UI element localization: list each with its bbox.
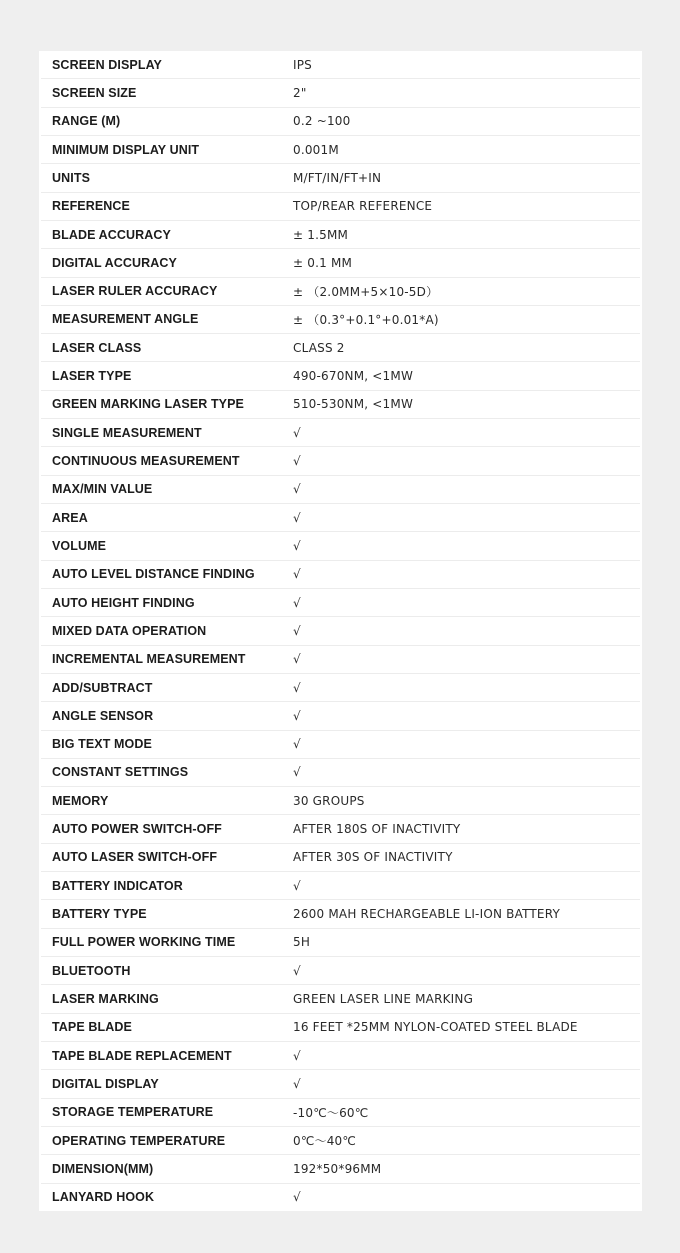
spec-label: DIGITAL ACCURACY (52, 255, 177, 270)
spec-value: ± （0.3°+0.1°+0.01*A) (293, 312, 439, 327)
spec-row (41, 786, 640, 814)
spec-value: √ (293, 623, 301, 638)
spec-label: OPERATING TEMPERATURE (52, 1133, 226, 1148)
spec-value: √ (293, 1190, 301, 1205)
spec-label: MAX/MIN VALUE (52, 482, 153, 497)
spec-row (41, 135, 640, 163)
spec-label: DIGITAL DISPLAY (52, 1076, 159, 1091)
spec-label: AUTO POWER SWITCH-OFF (52, 822, 222, 837)
spec-row (41, 446, 640, 474)
spec-label: MEMORY (52, 793, 109, 808)
spec-row (41, 220, 640, 248)
spec-row (41, 1069, 640, 1097)
spec-label: VOLUME (52, 538, 107, 553)
spec-label: AUTO LEVEL DISTANCE FINDING (52, 567, 255, 582)
spec-row (41, 843, 640, 871)
spec-label: TAPE BLADE REPLACEMENT (52, 1048, 232, 1063)
spec-row (41, 418, 640, 446)
spec-row (41, 984, 640, 1012)
spec-value: 0.001M (293, 142, 339, 157)
spec-row (41, 248, 640, 276)
spec-row (41, 956, 640, 984)
spec-label: REFERENCE (52, 199, 130, 214)
spec-row (41, 1154, 640, 1182)
spec-label: RANGE (M) (52, 114, 121, 129)
spec-value: IPS (293, 57, 312, 72)
spec-value: GREEN LASER LINE MARKING (293, 991, 474, 1006)
spec-label: UNITS (52, 170, 90, 185)
spec-value: √ (293, 652, 301, 667)
spec-label: AUTO LASER SWITCH-OFF (52, 850, 218, 865)
spec-value: TOP/REAR REFERENCE (293, 199, 433, 214)
spec-row (41, 1041, 640, 1069)
spec-value: √ (293, 1048, 301, 1063)
spec-value: √ (293, 680, 301, 695)
spec-row (41, 107, 640, 135)
spec-label: GREEN MARKING LASER TYPE (52, 397, 244, 412)
spec-row (41, 475, 640, 503)
spec-row (41, 277, 640, 305)
spec-value: √ (293, 878, 301, 893)
spec-label: ADD/SUBTRACT (52, 680, 153, 695)
spec-row (41, 899, 640, 927)
spec-label: SCREEN DISPLAY (52, 57, 162, 72)
spec-label: SCREEN SIZE (52, 85, 137, 100)
spec-label: SINGLE MEASUREMENT (52, 425, 202, 440)
spec-value: √ (293, 963, 301, 978)
spec-label: MIXED DATA OPERATION (52, 623, 207, 638)
spec-label: FULL POWER WORKING TIME (52, 935, 236, 950)
spec-value: 490-670NM, <1MW (293, 369, 414, 384)
spec-row (41, 758, 640, 786)
spec-value: √ (293, 765, 301, 780)
spec-label: LASER TYPE (52, 369, 132, 384)
spec-label: BIG TEXT MODE (52, 737, 152, 752)
spec-value: 0℃～40℃ (293, 1134, 357, 1149)
spec-row (41, 305, 640, 333)
spec-row (41, 192, 640, 220)
spec-row (41, 361, 640, 389)
spec-value: 2" (293, 85, 307, 100)
spec-row (41, 730, 640, 758)
spec-value: ± （2.0MM+5×10-5D） (293, 284, 439, 299)
spec-value: M/FT/IN/FT+IN (293, 170, 382, 185)
spec-value: √ (293, 708, 301, 723)
spec-row (41, 588, 640, 616)
spec-label: TAPE BLADE (52, 1020, 132, 1035)
spec-row (41, 78, 640, 106)
spec-row (41, 814, 640, 842)
spec-label: BATTERY TYPE (52, 907, 147, 922)
spec-value: ± 1.5MM (293, 227, 349, 242)
spec-row (41, 163, 640, 191)
spec-label: LANYARD HOOK (52, 1190, 155, 1205)
spec-value: √ (293, 567, 301, 582)
spec-label: MINIMUM DISPLAY UNIT (52, 142, 200, 157)
spec-row (41, 51, 640, 78)
spec-value: √ (293, 595, 301, 610)
spec-label: INCREMENTAL MEASUREMENT (52, 652, 246, 667)
spec-label: LASER CLASS (52, 340, 142, 355)
spec-row (41, 928, 640, 956)
spec-value: ± 0.1 MM (293, 255, 353, 270)
spec-value: √ (293, 510, 301, 525)
spec-value: AFTER 30S OF INACTIVITY (293, 850, 453, 865)
spec-value: √ (293, 482, 301, 497)
spec-value: -10℃～60℃ (293, 1105, 369, 1120)
spec-label: ANGLE SENSOR (52, 708, 154, 723)
spec-row (41, 1013, 640, 1041)
spec-row (41, 871, 640, 899)
spec-value: 510-530NM, <1MW (293, 397, 414, 412)
spec-value: √ (293, 454, 301, 469)
spec-label: BLUETOOTH (52, 963, 131, 978)
spec-label: STORAGE TEMPERATURE (52, 1105, 214, 1120)
spec-row (41, 673, 640, 701)
spec-row (41, 616, 640, 644)
spec-row (41, 645, 640, 673)
spec-value: 16 FEET *25MM NYLON-COATED STEEL BLADE (293, 1020, 578, 1035)
spec-table (39, 51, 642, 1211)
spec-value: √ (293, 538, 301, 553)
spec-value: AFTER 180S OF INACTIVITY (293, 822, 461, 837)
spec-label: LASER RULER ACCURACY (52, 284, 218, 299)
spec-label: DIMENSION(MM) (52, 1161, 154, 1176)
spec-label: AREA (52, 510, 88, 525)
spec-row (41, 1098, 640, 1126)
spec-row (41, 503, 640, 531)
spec-label: BATTERY INDICATOR (52, 878, 183, 893)
spec-row (41, 701, 640, 729)
spec-label: LASER MARKING (52, 991, 159, 1006)
spec-row (41, 390, 640, 418)
spec-value: 2600 MAH RECHARGEABLE LI-ION BATTERY (293, 907, 560, 922)
spec-value: √ (293, 1076, 301, 1091)
spec-row (41, 531, 640, 559)
spec-value: 192*50*96MM (293, 1161, 382, 1176)
spec-row (41, 560, 640, 588)
spec-label: CONTINUOUS MEASUREMENT (52, 454, 240, 469)
spec-row (41, 1183, 640, 1211)
spec-label: AUTO HEIGHT FINDING (52, 595, 195, 610)
spec-value: √ (293, 425, 301, 440)
spec-value: 30 GROUPS (293, 793, 365, 808)
spec-value: 0.2 ~100 (293, 114, 351, 129)
spec-value: √ (293, 737, 301, 752)
spec-label: CONSTANT SETTINGS (52, 765, 189, 780)
spec-value: CLASS 2 (293, 340, 345, 355)
spec-row (41, 333, 640, 361)
spec-value: 5H (293, 935, 311, 950)
spec-label: BLADE ACCURACY (52, 227, 171, 242)
spec-row (41, 1126, 640, 1154)
spec-label: MEASUREMENT ANGLE (52, 312, 199, 327)
